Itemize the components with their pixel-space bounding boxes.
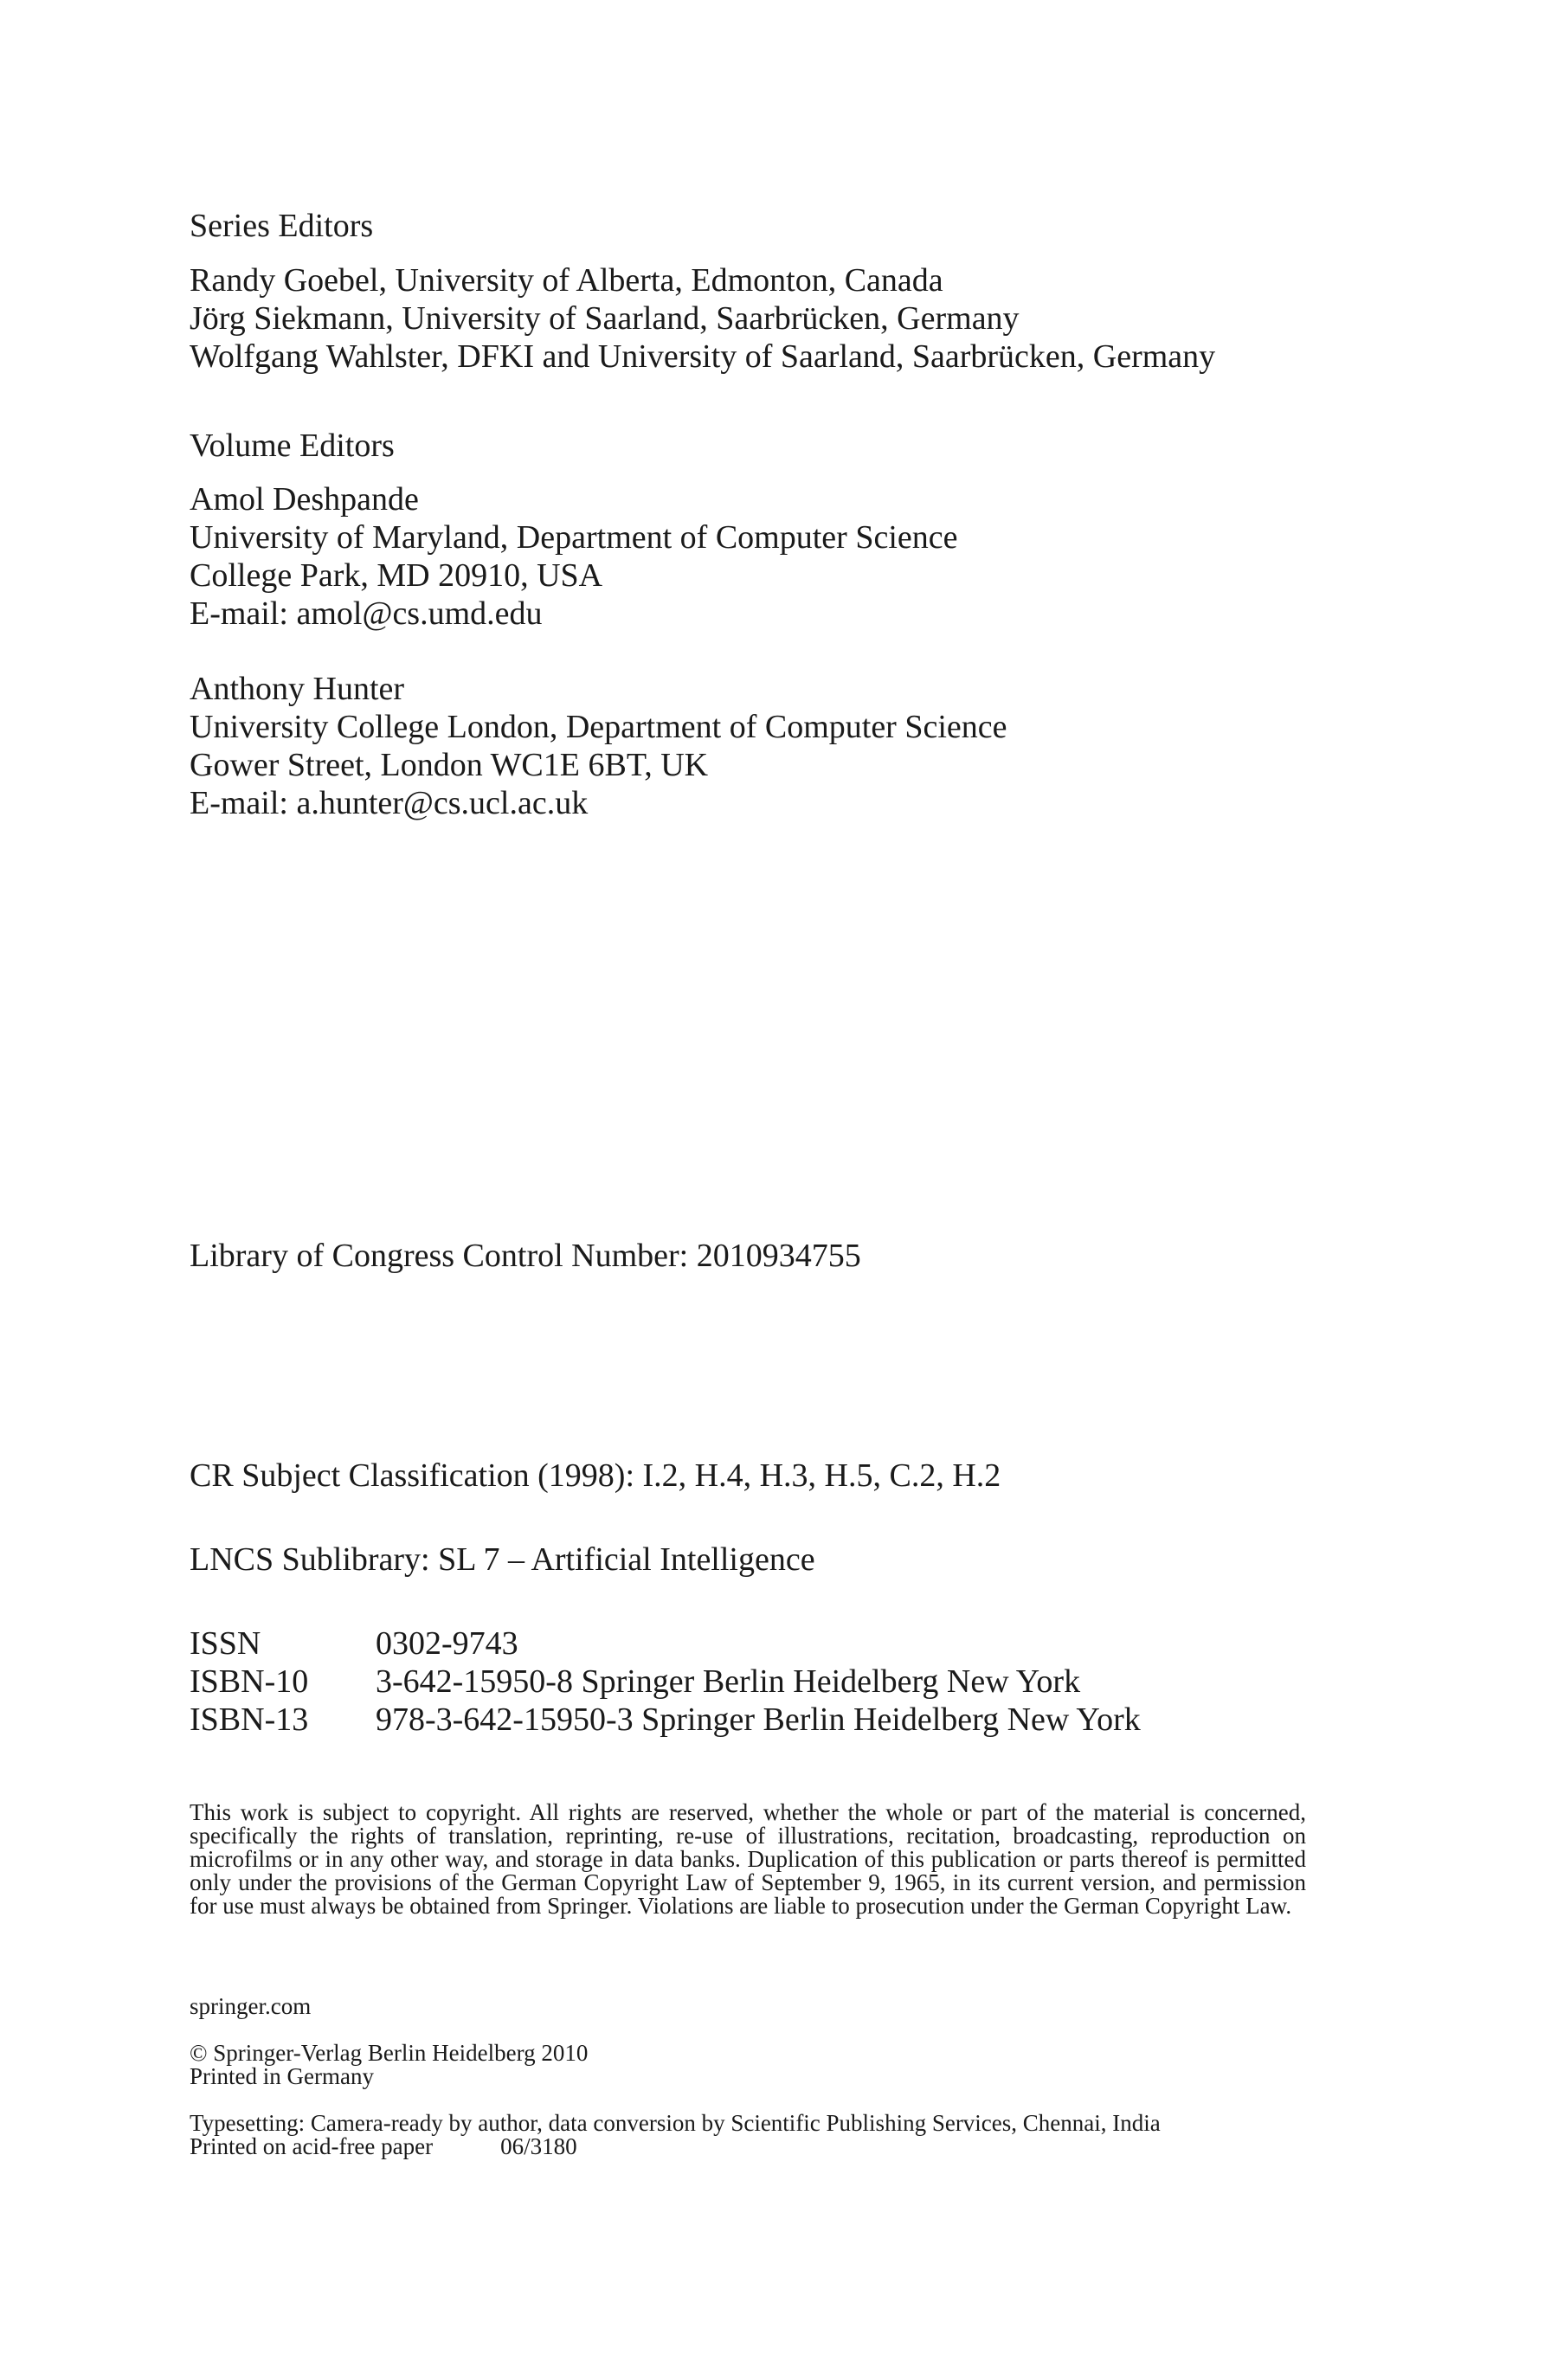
print-code: 06/3180 xyxy=(500,2133,577,2159)
series-editor: Randy Goebel, University of Alberta, Edmonton, Canada xyxy=(190,262,943,299)
series-editors-section xyxy=(190,207,1367,245)
identifier-value: 978-3-642-15950-3 Springer Berlin Heidelberg New York xyxy=(376,1701,1141,1738)
volume-editors-heading: Volume Editors xyxy=(190,428,395,464)
printed-in: Printed in Germany xyxy=(190,2063,374,2089)
website: springer.com xyxy=(190,1993,312,2019)
series-editor: Wolfgang Wahlster, DFKI and University of Saarland, Saarbrücken, Germany xyxy=(190,338,1216,375)
copyright-line: © Springer-Verlag Berlin Heidelberg 2010 xyxy=(190,2040,589,2066)
lccn-block xyxy=(190,1237,1367,1275)
identifier-value: 0302-9743 xyxy=(376,1625,518,1662)
editor-name: Amol Deshpande xyxy=(190,481,419,518)
identifier-row xyxy=(190,1624,1141,1663)
volume-editor-2 xyxy=(190,670,1367,822)
series-editor: Jörg Siekmann, University of Saarland, Saarbrücken, Germany xyxy=(190,300,1020,337)
copyright-holder-block xyxy=(190,2042,1367,2088)
series-editors-heading: Series Editors xyxy=(190,208,374,244)
typesetting: Typesetting: Camera-ready by author, data conversion by Scientific Publishing Services, Chennai, India xyxy=(190,2110,1161,2136)
identifier-key: ISBN-13 xyxy=(190,1701,309,1738)
identifier-value: 3-642-15950-8 Springer Berlin Heidelberg New York xyxy=(376,1663,1081,1700)
cr-classification: CR Subject Classification (1998): I.2, H.4, H.3, H.5, C.2, H.2 xyxy=(190,1457,1001,1494)
lccn: Library of Congress Control Number: 2010934755 xyxy=(190,1238,861,1274)
series-editors-list xyxy=(190,261,1367,376)
identifier-row xyxy=(190,1663,1141,1701)
sublibrary-block xyxy=(190,1541,1367,1579)
editor-name: Anthony Hunter xyxy=(190,671,405,707)
sublibrary: LNCS Sublibrary: SL 7 – Artificial Intelligence xyxy=(190,1541,815,1578)
paper-line xyxy=(190,2135,1367,2158)
website-block xyxy=(190,1995,1367,2018)
editor-address: Gower Street, London WC1E 6BT, UK xyxy=(190,747,709,783)
cr-classification-block xyxy=(190,1457,1367,1495)
identifier-key: ISBN-10 xyxy=(190,1663,309,1700)
copyright-notice: This work is subject to copyright. All rights are reserved, whether the whole or part of the material is concerned, specifically the rights of translation, reprinting, re-use of illustrations, recitation, broadcasting, reproduction on microfilms or in any other way, and storage in data banks. Duplication of this publication or parts thereof is permitted only under the provisions of the German Copyright Law of September 9, 1965, in its current version, and permission for use must always be obtained from Springer. Violations are liable to prosecution under the German Copyright Law. xyxy=(190,1799,1306,1919)
identifiers-table xyxy=(190,1624,1141,1739)
volume-editors-heading-block xyxy=(190,427,1367,465)
identifier-row xyxy=(190,1701,1141,1739)
volume-editor-1 xyxy=(190,480,1367,633)
identifiers-block xyxy=(190,1624,1367,1739)
typesetting-block xyxy=(190,2112,1367,2158)
editor-email: E-mail: amol@cs.umd.edu xyxy=(190,595,543,632)
editor-address: College Park, MD 20910, USA xyxy=(190,557,603,594)
identifier-key: ISSN xyxy=(190,1625,261,1662)
editor-affiliation: University College London, Department of Computer Science xyxy=(190,709,1007,745)
editor-email: E-mail: a.hunter@cs.ucl.ac.uk xyxy=(190,785,589,821)
paper-note: Printed on acid-free paper xyxy=(190,2133,434,2159)
editor-affiliation: University of Maryland, Department of Computer Science xyxy=(190,519,958,556)
